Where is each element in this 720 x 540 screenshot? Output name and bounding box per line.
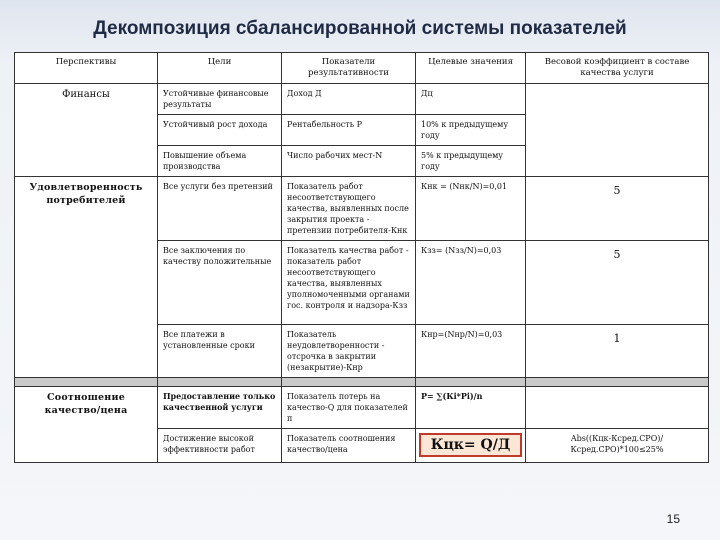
goal-cell: Все услуги без претензий bbox=[158, 177, 282, 241]
target-cell: 10% к предыдущему году bbox=[416, 115, 526, 146]
page-number: 15 bbox=[666, 512, 680, 526]
indicator-cell: Доход Д bbox=[282, 84, 416, 115]
weight-formula-cell: Abs((Кцк-Кcред.СРО)/ Кcред.СРО)*100≤25% bbox=[526, 429, 709, 463]
header-goals: Цели bbox=[158, 53, 282, 84]
goal-cell: Все заключения по качеству положительные bbox=[158, 241, 282, 325]
goal-cell: Достижение высокой эффективности работ bbox=[158, 429, 282, 463]
indicator-cell: Показатель работ несоответствующего качества, выявленных после закрытия проекта - претензии потребителя-Кнк bbox=[282, 177, 416, 241]
header-weight: Весовой коэффициент в составе качества услуги bbox=[526, 53, 709, 84]
header-perspectives: Перспективы bbox=[15, 53, 158, 84]
target-cell: Кнр=(Nнр/N)=0,03 bbox=[416, 325, 526, 378]
indicator-cell: Рентабельность Р bbox=[282, 115, 416, 146]
target-cell: Кнк = (Nнк/N)=0,01 bbox=[416, 177, 526, 241]
indicator-cell: Число рабочих мест-N bbox=[282, 146, 416, 177]
section-quality-price: Соотношение качество/цена bbox=[15, 387, 158, 463]
target-cell: Р= ∑(Кi*Рi)/n bbox=[416, 387, 526, 429]
section-satisfaction: Удовлетворенность потребителей bbox=[15, 177, 158, 378]
target-cell: 5% к предыдущему году bbox=[416, 146, 526, 177]
indicator-cell: Показатель потерь на качество-Q для показателей п bbox=[282, 387, 416, 429]
table-row bbox=[15, 177, 709, 241]
slide-title: Декомпозиция сбалансированной системы показателей bbox=[93, 18, 627, 39]
goal-cell: Все платежи в установленные сроки bbox=[158, 325, 282, 378]
table-header-row bbox=[15, 53, 709, 84]
goal-cell: Устойчивые финансовые результаты bbox=[158, 84, 282, 115]
indicator-cell: Показатель соотношения качество/цена bbox=[282, 429, 416, 463]
weight-cell-empty bbox=[526, 84, 709, 177]
section-finance: Финансы bbox=[15, 84, 158, 177]
indicator-cell: Показатель неудовлетворенности - отсрочка в закрытии (незакрытие)-Кнр bbox=[282, 325, 416, 378]
target-cell bbox=[416, 429, 526, 463]
table-row bbox=[15, 387, 709, 429]
header-indicators: Показатели результативности bbox=[282, 53, 416, 84]
header-targets: Целевые значения bbox=[416, 53, 526, 84]
goal-cell: Повышение объема производства bbox=[158, 146, 282, 177]
target-cell: Дц bbox=[416, 84, 526, 115]
table-row bbox=[15, 84, 709, 115]
separator-row bbox=[15, 378, 709, 387]
indicator-cell: Показатель качества работ - показатель работ несоответствующего качества, выявленных уполномоченными органами гос. контроля и надзора-Кзз bbox=[282, 241, 416, 325]
kck-formula-box: Кцк= Q/Д bbox=[419, 433, 523, 457]
weight-cell-empty bbox=[526, 387, 709, 429]
goal-cell: Устойчивый рост дохода bbox=[158, 115, 282, 146]
weight-cell: 1 bbox=[526, 325, 709, 378]
weight-cell: 5 bbox=[526, 177, 709, 241]
weight-cell: 5 bbox=[526, 241, 709, 325]
target-cell: Кзз= (Nзз/N)=0,03 bbox=[416, 241, 526, 325]
goal-cell: Предоставление только качественной услуги bbox=[158, 387, 282, 429]
balanced-scorecard-table bbox=[14, 52, 709, 463]
